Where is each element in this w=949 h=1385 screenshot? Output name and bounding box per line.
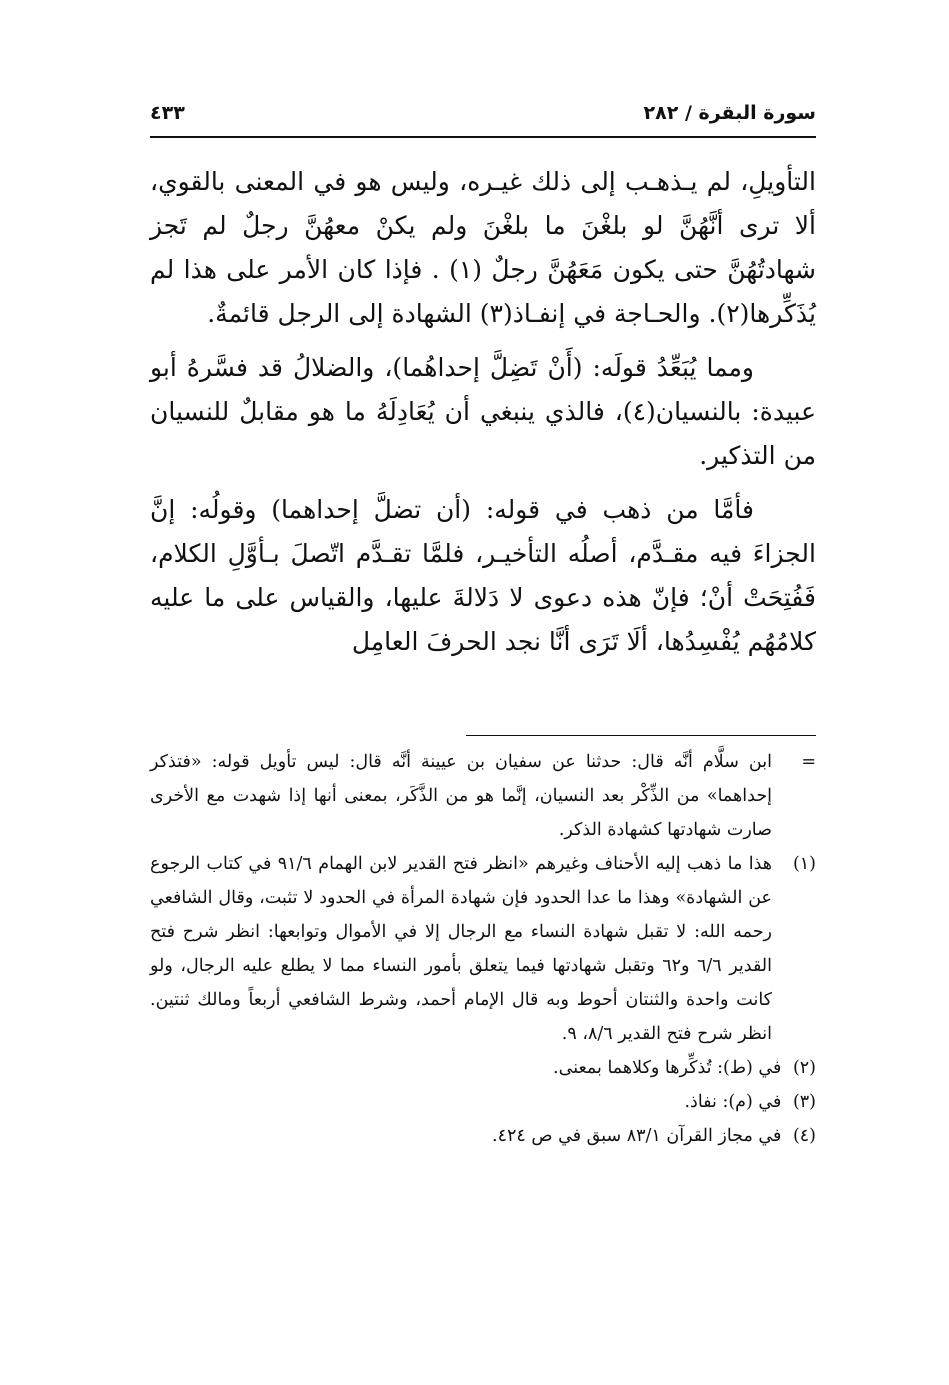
footnote-4 xyxy=(150,1119,816,1153)
footnote-mark: (٣) xyxy=(792,1092,816,1112)
footnote-text: هذا ما ذهب إليه الأحناف وغيرهم «انظر فتح القدير لابن الهمام ٩١/٦ في كتاب الرجوع عن الشهادة» وهذا ما عدا الحدود فإن شهادة المرأة في الحدود لا تثبت، وقال الشافعي رحمه الله: لا تقبل شهادة النساء مع الرجال إلا في الأموال وتوابعها: انظر شرح فتح القدير ٦/٦ و٦٢ وتقبل شهادتها فيما يتعلق بأمور النساء مما لا يطلع عليه الرجال، ولو كانت واحدة والثنتان أحوط وبه قال الإمام أحمد، وشرط الشافعي أربعاً ومالك ثنتين. انظر شرح فتح القدير ٨/٦، ٩. xyxy=(150,854,772,1044)
header-divider xyxy=(150,136,816,138)
footnote-text: في مجاز القرآن ٨٣/١ سبق في ص ٤٢٤. xyxy=(492,1126,782,1146)
footnote-text: في (م): نفاذ. xyxy=(684,1092,782,1112)
paragraph: التأويلِ، لم يـذهـب إلى ذلك غيـره، وليس هو في المعنى بالقوي، ألا ترى أنَّهُنَّ لو بلغْنَ ما بلغْنَ ولم يكنْ معهُنَّ رجلٌ لم تَجز شهادتُهُنَّ حتى يكون مَعَهُنَّ رجلٌ (١) . فإذا كان الأمر على هذا لم يُذَكِّرها(٢). والحـاجة في إنفـاذ(٣) الشهادة إلى الرجل قائمةٌ. xyxy=(150,167,817,328)
running-head xyxy=(150,96,816,136)
footnote-text: ابن سلَّام أنَّه قال: حدثنا عن سفيان بن عيينة أنَّه قال: ليس تأويل قوله: «فتذكر إحداهما» من الذِّكْر بعد النسيان، إنَّما هو من الذَّكَر، بمعنى أنها إذا شهدت مع الأخرى صارت شهادتها كشهادة الذكر. xyxy=(150,752,772,840)
footnote-1 xyxy=(150,847,816,1051)
footnotes xyxy=(150,745,816,1153)
footnote-mark: (٢) xyxy=(792,1058,816,1078)
chapter-title: سورة البقرة / ٢٨٢ xyxy=(643,102,816,124)
footnote-mark: (١) xyxy=(792,854,816,874)
footnote-mark: (٤) xyxy=(792,1126,816,1146)
footnote-text: في (ط): تُذكِّرها وكلاهما بمعنى. xyxy=(553,1058,782,1078)
footnote-mark: = xyxy=(801,752,816,772)
footnote-3 xyxy=(150,1085,816,1119)
paragraph: فأمَّا من ذهب في قوله: (أن تضلَّ إحداهما) وقولُه: إنَّ الجزاءَ فيه مقـدَّم، أصلُه التأخيـر، فلمَّا تقـدَّم اتّصلَ بـأوَّلِ الكلام، فَفُتِحَتْ أنْ؛ فإنّ هذه دعوى لا دَلالةَ عليها، والقياس على ما عليه كلامُهُم يُفْسِدُها، ألَا تَرَى أنَّا نجد الحرفَ العامِل xyxy=(150,495,816,656)
footnote-divider xyxy=(466,735,816,736)
main-text xyxy=(150,160,816,674)
footnote-2 xyxy=(150,1051,816,1085)
footnote-continued xyxy=(150,745,816,847)
paragraph: ومما يُبَعِّدُ قولَه: (أَنْ تَضِلَّ إحداهُما)، والضلالُ قد فسَّرهُ أبو عبيدة: بالنسيان(٤)، فالذي ينبغي أن يُعَادِلَهُ ما هو مقابلٌ للنسيان من التذكير. xyxy=(150,353,816,470)
page-number: ٤٣٣ xyxy=(150,102,185,124)
